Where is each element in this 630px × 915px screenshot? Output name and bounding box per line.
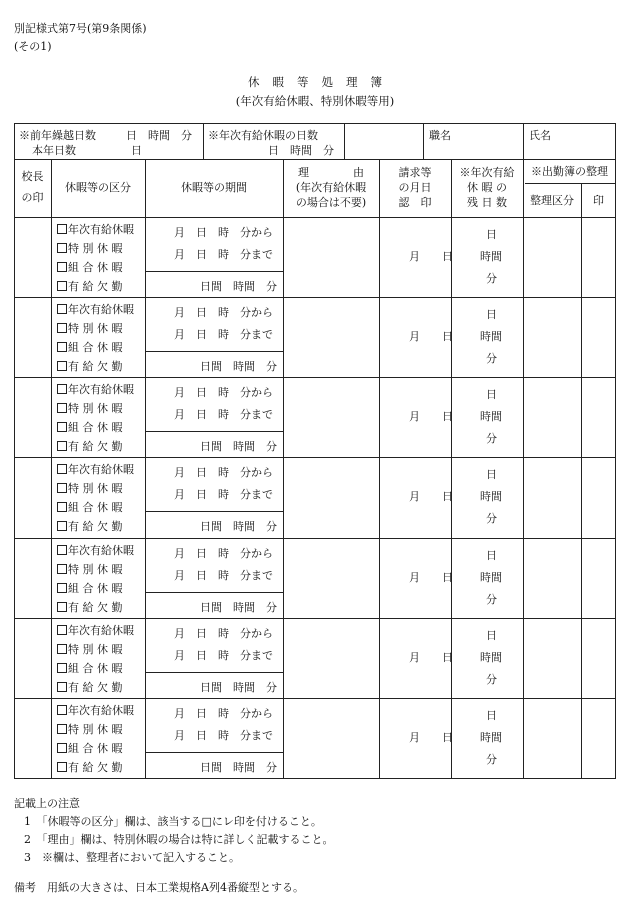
principal-seal-header: 校長	[21, 170, 44, 183]
leave-category-option[interactable]	[57, 322, 123, 335]
page-title: 休暇等処理簿	[248, 75, 395, 89]
request-header-3: 認 印	[398, 196, 432, 209]
leave-category-label: 特 別 休 暇	[68, 722, 123, 736]
leave-category-option[interactable]	[57, 482, 123, 495]
grid-line	[525, 183, 616, 184]
remaining-minute: 分	[486, 272, 497, 285]
page-subtitle: (年次有給休暇、特別休暇等用)	[235, 94, 395, 108]
remaining-day: 日	[486, 628, 497, 642]
grid-line	[145, 672, 283, 673]
carryover-label: ※前年繰越日数	[19, 129, 96, 142]
duration: 日間 時間 分	[200, 440, 277, 454]
grid-line	[423, 123, 424, 159]
leave-category-label: 組 合 休 暇	[68, 341, 123, 355]
remaining-header-2: 休 暇 の	[467, 181, 507, 194]
request-date: 月 日	[409, 330, 453, 344]
period-to: 月 日 時 分まで	[174, 408, 273, 422]
leave-category-option[interactable]	[57, 563, 123, 576]
checkbox-icon[interactable]	[57, 705, 67, 715]
period-from: 月 日 時 分から	[174, 706, 273, 720]
leave-category-label: 特 別 休 暇	[68, 642, 123, 656]
leave-category-option[interactable]	[57, 341, 123, 354]
leave-category-label: 特 別 休 暇	[68, 562, 123, 576]
leave-category-label: 組 合 休 暇	[68, 421, 123, 435]
reason-header-2: (年次有給休暇	[295, 181, 367, 194]
leave-category-label: 組 合 休 暇	[68, 741, 123, 755]
position-label: 職名	[429, 129, 451, 142]
checkbox-icon[interactable]	[57, 243, 67, 253]
checkbox-icon[interactable]	[57, 564, 67, 574]
carryover-units: 日 時間 分	[126, 129, 192, 142]
remaining-minute: 分	[486, 352, 497, 366]
remaining-hour: 時間	[480, 650, 502, 664]
request-date: 月 日	[409, 650, 453, 664]
period-from: 月 日 時 分から	[174, 626, 273, 640]
remaining-day: 日	[486, 548, 497, 562]
leave-category-option[interactable]	[57, 223, 134, 236]
leave-category-option[interactable]	[57, 681, 123, 694]
duration: 日間 時間 分	[200, 760, 277, 774]
attendance-seal-header: 印	[593, 194, 604, 207]
checkbox-icon[interactable]	[57, 602, 67, 612]
remaining-hour: 時間	[480, 410, 502, 424]
note-item: 1 「休暇等の区分」欄は、該当する□にレ印を付けること。	[24, 815, 322, 828]
period-to: 月 日 時 分まで	[174, 568, 273, 582]
leave-category-label: 年次有給休暇	[68, 623, 134, 637]
checkbox-icon[interactable]	[57, 583, 67, 593]
leave-category-label: 特 別 休 暇	[68, 242, 123, 255]
leave-record-form	[14, 123, 616, 779]
note-item: 3 ※欄は、整理者において記入すること。	[24, 851, 240, 864]
checkbox-icon[interactable]	[57, 323, 67, 333]
leave-category-label: 年次有給休暇	[68, 303, 134, 317]
period-from: 月 日 時 分から	[174, 226, 273, 239]
notes-heading: 記載上の注意	[14, 797, 80, 810]
grid-line	[145, 271, 283, 272]
principal-seal-header-2: の印	[21, 191, 44, 204]
form-number: 別記様式第7号(第9条関係)	[14, 22, 147, 35]
grid-line	[145, 351, 283, 352]
checkbox-icon[interactable]	[57, 384, 67, 394]
grid-line	[145, 431, 283, 432]
checkbox-icon[interactable]	[57, 281, 67, 291]
leave-category-label: 有 給 欠 勤	[68, 520, 123, 534]
request-date: 月 日	[409, 250, 453, 263]
remaining-hour: 時間	[480, 570, 502, 584]
leave-category-label: 年次有給休暇	[68, 383, 134, 397]
this-year-unit: 日	[131, 144, 142, 157]
grid-line	[14, 778, 616, 779]
remaining-hour: 時間	[480, 490, 502, 504]
grid-line	[14, 698, 616, 699]
request-date: 月 日	[409, 730, 453, 744]
checkbox-icon[interactable]	[57, 304, 67, 314]
checkbox-icon[interactable]	[57, 743, 67, 753]
leave-category-label: 年次有給休暇	[68, 463, 134, 477]
period-to: 月 日 時 分まで	[174, 248, 273, 261]
period-to: 月 日 時 分まで	[174, 728, 273, 742]
remaining-hour: 時間	[480, 250, 502, 263]
grid-line	[14, 618, 616, 619]
remaining-minute: 分	[486, 512, 497, 526]
remark: 備考 用紙の大きさは、日本工業規格A列4番縦型とする。	[14, 881, 304, 894]
leave-category-label: 組 合 休 暇	[68, 501, 123, 515]
leave-category-label: 特 別 休 暇	[68, 402, 123, 416]
grid-line	[203, 123, 204, 159]
leave-category-label: 組 合 休 暇	[68, 581, 123, 595]
leave-category-option[interactable]	[57, 242, 123, 255]
checkbox-icon[interactable]	[57, 441, 67, 451]
duration: 日間 時間 分	[200, 360, 277, 374]
request-header: 請求等	[398, 166, 432, 179]
remaining-minute: 分	[486, 432, 497, 446]
reason-header-3: の場合は不要)	[295, 196, 367, 209]
leave-category-label: 組 合 休 暇	[68, 661, 123, 675]
note-item: 2 「理由」欄は、特別休暇の場合は特に詳しく記載すること。	[24, 833, 334, 846]
checkbox-icon[interactable]	[57, 361, 67, 371]
leave-category-label: 年次有給休暇	[68, 223, 134, 236]
grid-line	[344, 123, 345, 159]
grid-line	[14, 123, 616, 124]
leave-category-option[interactable]	[57, 643, 123, 656]
remaining-day: 日	[486, 468, 497, 482]
remaining-day: 日	[486, 388, 497, 402]
attendance-class-header: 整理区分	[530, 194, 574, 207]
checkbox-icon[interactable]	[57, 342, 67, 352]
period-to: 月 日 時 分まで	[174, 648, 273, 662]
leave-category-option[interactable]	[57, 303, 134, 316]
leave-category-label: 有 給 欠 勤	[68, 360, 123, 374]
attendance-header: ※出勤簿の整理	[531, 165, 608, 178]
checkbox-icon[interactable]	[57, 464, 67, 474]
period-from: 月 日 時 分から	[174, 466, 273, 480]
checkbox-icon[interactable]	[57, 502, 67, 512]
period-from: 月 日 時 分から	[174, 386, 273, 400]
leave-category-option[interactable]	[57, 463, 134, 476]
duration: 日間 時間 分	[200, 520, 277, 534]
remaining-header-3: 残 日 数	[467, 196, 507, 209]
reason-header: 理 由	[298, 166, 364, 179]
checkbox-icon[interactable]	[57, 403, 67, 413]
leave-category-option[interactable]	[57, 582, 123, 595]
checkbox-icon[interactable]	[57, 483, 67, 493]
checkbox-icon[interactable]	[57, 625, 67, 635]
leave-record-row	[14, 457, 616, 537]
category-header: 休暇等の区分	[65, 181, 131, 194]
grid-line	[14, 377, 616, 378]
leave-category-option[interactable]	[57, 520, 123, 533]
grid-line	[523, 123, 524, 159]
leave-category-option[interactable]	[57, 742, 123, 755]
form-part: (その1)	[14, 40, 52, 53]
period-from: 月 日 時 分から	[174, 546, 273, 560]
remaining-day: 日	[486, 308, 497, 322]
duration: 日間 時間 分	[200, 600, 277, 614]
annual-days-label: ※年次有給休暇の日数	[208, 129, 318, 142]
remaining-minute: 分	[486, 752, 497, 766]
leave-category-label: 組 合 休 暇	[68, 261, 123, 274]
leave-category-label: 年次有給休暇	[68, 543, 134, 557]
leave-record-row	[14, 377, 616, 457]
this-year-label: 本年日数	[32, 144, 76, 157]
leave-category-option[interactable]	[57, 402, 123, 415]
period-to: 月 日 時 分まで	[174, 328, 273, 342]
name-label: 氏名	[529, 129, 551, 142]
remaining-hour: 時間	[480, 330, 502, 344]
leave-record-row	[14, 538, 616, 618]
period-header: 休暇等の期間	[181, 181, 247, 194]
leave-category-label: 有 給 欠 勤	[68, 280, 123, 293]
leave-category-label: 有 給 欠 勤	[68, 680, 123, 694]
request-header-2: の月日	[398, 181, 432, 194]
period-to: 月 日 時 分まで	[174, 488, 273, 502]
duration: 日間 時間 分	[200, 280, 277, 293]
remaining-day: 日	[486, 708, 497, 722]
leave-category-option[interactable]	[57, 544, 134, 557]
leave-record-row	[14, 618, 616, 698]
checkbox-icon[interactable]	[57, 724, 67, 734]
grid-line	[14, 297, 616, 298]
request-date: 月 日	[409, 570, 453, 584]
leave-category-label: 特 別 休 暇	[68, 482, 123, 496]
remaining-minute: 分	[486, 672, 497, 686]
checkbox-icon[interactable]	[57, 262, 67, 272]
leave-category-option[interactable]	[57, 601, 123, 614]
grid-line	[14, 457, 616, 458]
leave-category-option[interactable]	[57, 723, 123, 736]
checkbox-icon[interactable]	[57, 682, 67, 692]
leave-category-label: 特 別 休 暇	[68, 322, 123, 336]
leave-record-row	[14, 217, 616, 297]
leave-category-label: 有 給 欠 勤	[68, 600, 123, 614]
leave-record-row	[14, 297, 616, 377]
grid-line	[145, 592, 283, 593]
leave-category-option[interactable]	[57, 501, 123, 514]
leave-category-option[interactable]	[57, 383, 134, 396]
leave-category-option[interactable]	[57, 360, 123, 373]
grid-line	[14, 159, 616, 160]
request-date: 月 日	[409, 490, 453, 504]
remaining-minute: 分	[486, 592, 497, 606]
duration: 日間 時間 分	[200, 680, 277, 694]
checkbox-icon[interactable]	[57, 545, 67, 555]
checkbox-icon[interactable]	[57, 521, 67, 531]
leave-category-option[interactable]	[57, 280, 123, 293]
leave-category-option[interactable]	[57, 704, 134, 717]
remaining-day: 日	[486, 228, 497, 241]
leave-category-option[interactable]	[57, 761, 123, 774]
leave-category-label: 有 給 欠 勤	[68, 760, 123, 774]
leave-category-option[interactable]	[57, 662, 123, 675]
grid-line	[145, 511, 283, 512]
remaining-hour: 時間	[480, 730, 502, 744]
grid-line	[14, 538, 616, 539]
grid-line	[145, 752, 283, 753]
period-from: 月 日 時 分から	[174, 306, 273, 320]
leave-category-option[interactable]	[57, 440, 123, 453]
leave-category-label: 年次有給休暇	[68, 703, 134, 717]
leave-category-option[interactable]	[57, 421, 123, 434]
checkbox-icon[interactable]	[57, 224, 67, 234]
checkbox-icon[interactable]	[57, 422, 67, 432]
leave-category-option[interactable]	[57, 624, 134, 637]
annual-days-units: 日 時間 分	[268, 144, 334, 157]
checkbox-icon[interactable]	[57, 663, 67, 673]
remaining-header: ※年次有給	[459, 166, 515, 179]
leave-category-label: 有 給 欠 勤	[68, 440, 123, 454]
checkbox-icon[interactable]	[57, 644, 67, 654]
checkbox-icon[interactable]	[57, 762, 67, 772]
leave-record-row	[14, 698, 616, 778]
request-date: 月 日	[409, 410, 453, 424]
leave-category-option[interactable]	[57, 261, 123, 274]
